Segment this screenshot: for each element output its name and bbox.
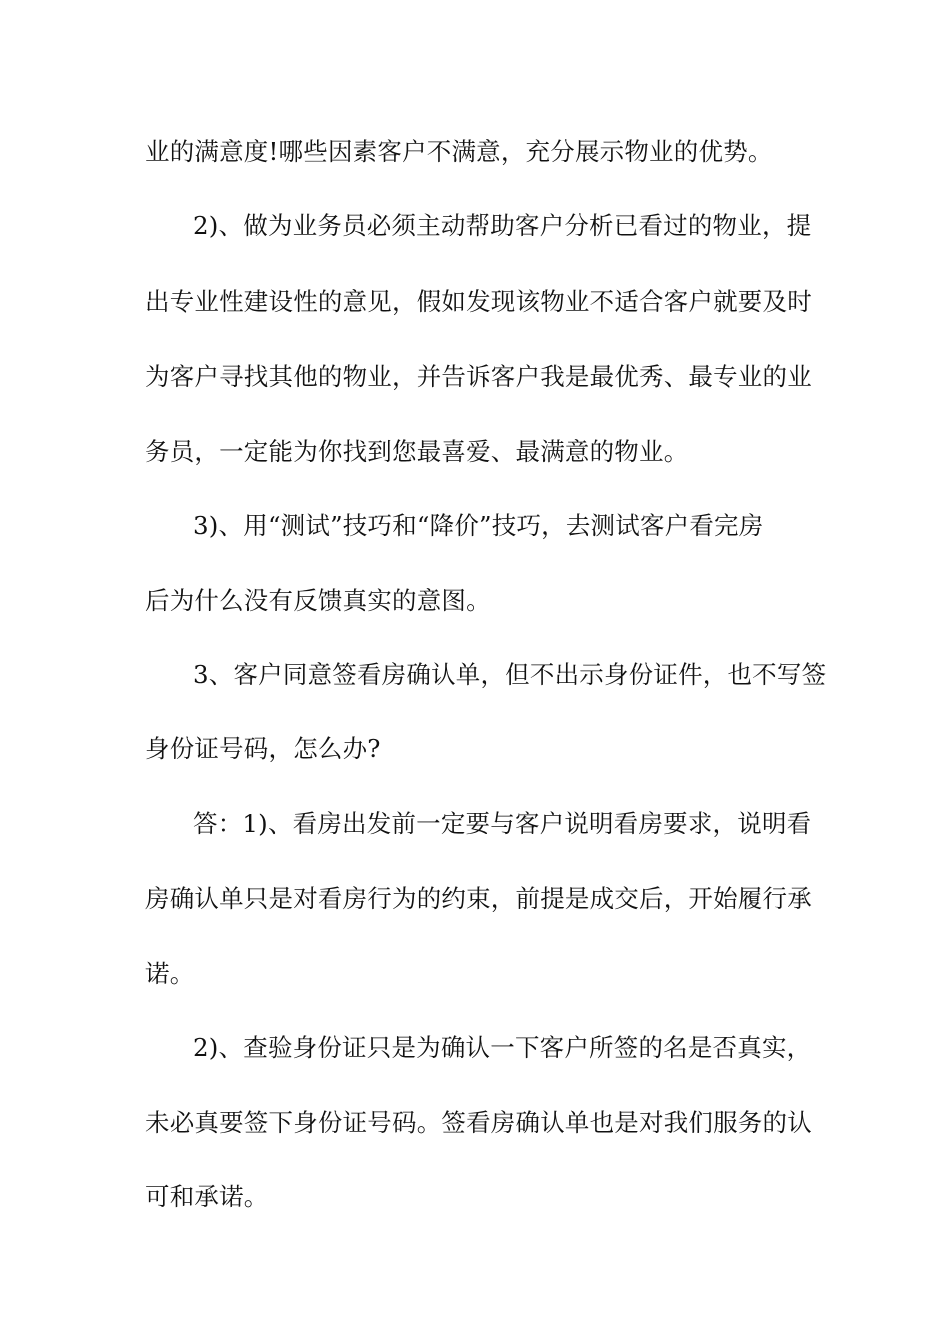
text-line-4: 为客户寻找其他的物业，并告诉客户我是最优秀、最专业的业 [145, 362, 812, 391]
text-line-13: 2)、查验身份证只是为确认一下客户所签的名是否真实， [193, 1033, 812, 1062]
text-line-8: 3、客户同意签看房确认单，但不出示身份证件，也不写签 [193, 660, 827, 689]
text-line-1: 业的满意度!哪些因素客户不满意，充分展示物业的优势。 [145, 137, 773, 166]
text-line-3: 出专业性建设性的意见，假如发现该物业不适合客户就要及时 [145, 287, 812, 316]
text-line-7: 后为什么没有反馈真实的意图。 [145, 586, 491, 615]
text-line-15: 可和承诺。 [145, 1182, 269, 1211]
text-line-5: 务员，一定能为你找到您最喜爱、最满意的物业。 [145, 437, 689, 466]
text-line-2: 2)、做为业务员必须主动帮助客户分析已看过的物业，提 [193, 211, 812, 240]
text-line-12: 诺。 [145, 959, 195, 988]
text-line-10: 答：1)、看房出发前一定要与客户说明看房要求，说明看 [193, 809, 812, 838]
text-line-9: 身份证号码，怎么办? [145, 734, 381, 763]
text-line-14: 未必真要签下身份证号码。签看房确认单也是对我们服务的认 [145, 1108, 812, 1137]
text-line-6: 3)、用“测试”技巧和“降价”技巧，去测试客户看完房 [193, 511, 764, 540]
text-line-11: 房确认单只是对看房行为的约束，前提是成交后，开始履行承 [145, 884, 812, 913]
